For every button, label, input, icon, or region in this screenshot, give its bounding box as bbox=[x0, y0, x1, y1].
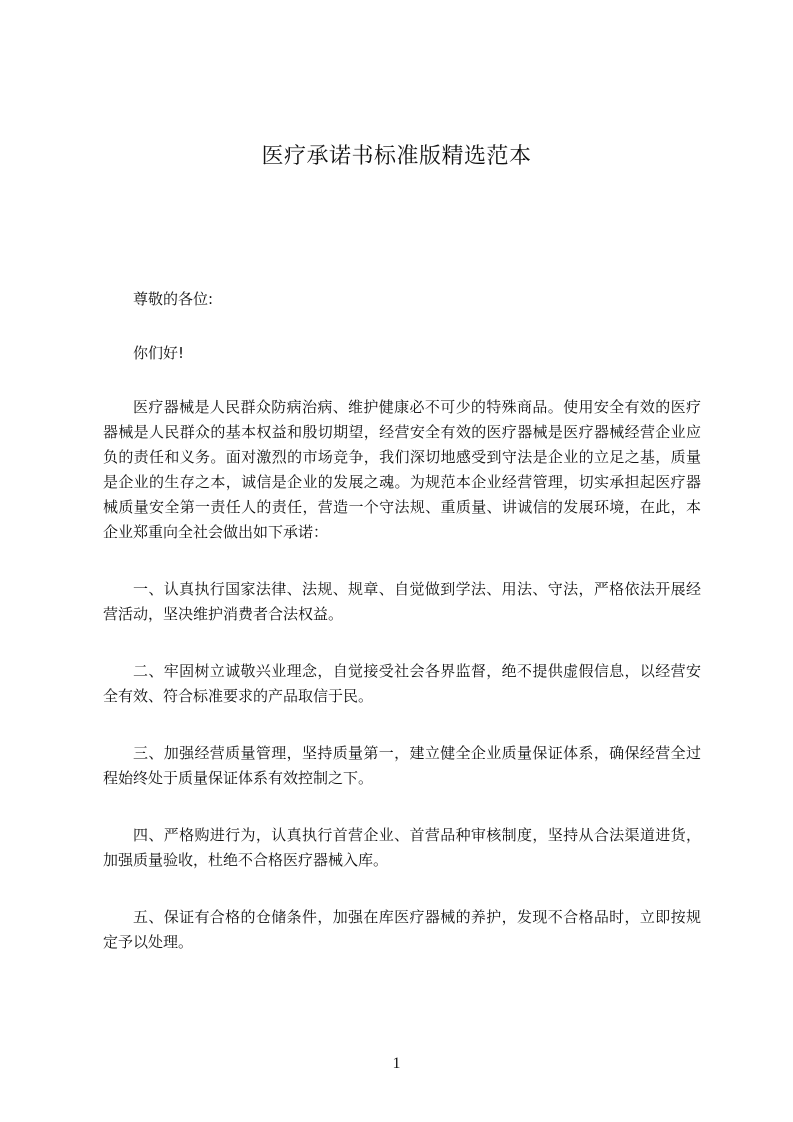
document-title: 医疗承诺书标准版精选范本 bbox=[261, 144, 532, 169]
document-body bbox=[103, 287, 701, 987]
commitment-item-1: 一、认真执行国家法律、法规、规章、自觉做到学法、用法、守法，严格依法开展经营活动，坚决维护消费者合法权益。 bbox=[103, 580, 701, 623]
salutation: 尊敬的各位: bbox=[133, 290, 214, 308]
intro-paragraph: 医疗器械是人民群众防病治病、维护健康必不可少的特殊商品。使用安全有效的医疗器械是人民群众的基本权益和殷切期望，经营安全有效的医疗器械是医疗器械经营企业应负的责任和义务。面对激烈的市场竞争，我们深切地感受到守法是企业的立足之基，质量是企业的生存之本，诚信是企业的发展之魂。为规范本企业经营管理，切实承担起医疗器械质量安全第一责任人的责任，营造一个守法规、重质量、讲诚信的发展环境，在此，本企业郑重向全社会做出如下承诺： bbox=[103, 398, 701, 541]
greeting: 你们好! bbox=[133, 344, 185, 362]
commitment-item-3: 三、加强经营质量管理，坚持质量第一，建立健全企业质量保证体系，确保经营全过程始终处于质量保证体系有效控制之下。 bbox=[103, 744, 701, 787]
commitment-item-5: 五、保证有合格的仓储条件，加强在库医疗器械的养护，发现不合格品时，立即按规定予以处理。 bbox=[103, 908, 701, 951]
page-number: 1 bbox=[392, 1055, 401, 1072]
commitment-item-4: 四、严格购进行为，认真执行首营企业、首营品种审核制度，坚持从合法渠道进货，加强质量验收，杜绝不合格医疗器械入库。 bbox=[103, 826, 701, 869]
commitment-item-2: 二、牢固树立诚敬兴业理念，自觉接受社会各界监督，绝不提供虚假信息，以经营安全有效、符合标准要求的产品取信于民。 bbox=[103, 662, 701, 705]
